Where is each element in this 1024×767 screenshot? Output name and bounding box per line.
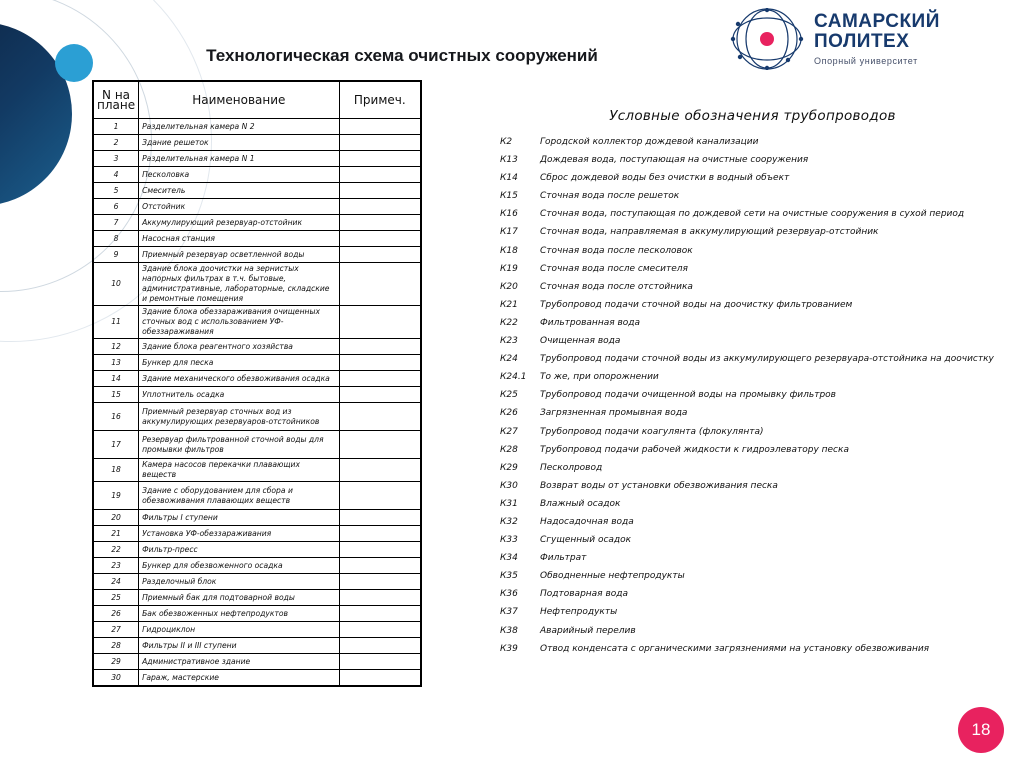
logo-line-1: САМАРСКИЙ <box>814 11 940 32</box>
table-cell-number: 28 <box>94 638 139 654</box>
table-cell-note <box>339 403 420 431</box>
table-header-number: N на плане <box>94 82 139 119</box>
table-row <box>94 431 421 459</box>
pipe-description: Нефтепродукты <box>540 607 618 618</box>
pipe-code: К24 <box>500 354 518 365</box>
table-cell-note <box>339 526 420 542</box>
table-cell-name: Насосная станция <box>139 231 339 247</box>
pipe-code: К29 <box>500 462 518 473</box>
table-cell-note <box>339 355 420 371</box>
pipe-code: К18 <box>500 245 518 256</box>
pipe-code: К39 <box>500 643 518 654</box>
pipe-legend-row <box>500 226 1005 239</box>
pipe-description: Фильтрат <box>540 553 587 564</box>
table-cell-name: Приемный резервуар осветленной воды <box>139 247 339 263</box>
table-cell-number: 10 <box>94 263 139 306</box>
pipe-code: К15 <box>500 191 518 202</box>
table-cell-number: 27 <box>94 622 139 638</box>
pipe-legend-row <box>500 534 1005 547</box>
pipe-legend-row <box>500 317 1005 330</box>
table-cell-number: 5 <box>94 183 139 199</box>
table-cell-number: 11 <box>94 306 139 339</box>
table-row <box>94 339 421 355</box>
pipe-code: К24.1 <box>500 372 527 383</box>
table-row <box>94 654 421 670</box>
table-cell-name: Здание блока доочистки на зернистых напорных фильтрах в т.ч. бытовые, административные, лабораторные, складские и ремонтные помещения <box>139 263 339 306</box>
table-row <box>94 199 421 215</box>
pipe-description: Загрязненная промывная вода <box>540 408 688 419</box>
pipe-description: Сточная вода, направляемая в аккумулирующий резервуар-отстойник <box>540 227 879 238</box>
table-row <box>94 355 421 371</box>
pipe-legend-row <box>500 263 1005 276</box>
pipe-legend-row <box>500 480 1005 493</box>
pipe-description: То же, при опорожнении <box>540 372 659 383</box>
table-cell-name: Гидроциклон <box>139 622 339 638</box>
pipes-legend-title: Условные обозначения трубопроводов <box>609 108 896 124</box>
pipe-code: К2 <box>500 137 513 147</box>
table-cell-note <box>339 387 420 403</box>
table-cell-note <box>339 183 420 199</box>
pipe-description: Отвод конденсата с органическими загрязнениями на установку обезвоживания <box>540 643 930 654</box>
pipe-legend-row <box>500 498 1005 511</box>
table-row <box>94 387 421 403</box>
pipe-legend-row <box>500 643 1005 656</box>
pipe-legend-row <box>500 389 1005 402</box>
table-row <box>94 638 421 654</box>
pipe-legend-row <box>500 407 1005 420</box>
pipe-code: К13 <box>500 155 518 166</box>
legend-table-container <box>92 80 422 687</box>
table-cell-name: Приемный бак для подтоварной воды <box>139 590 339 606</box>
pipe-description: Фильтрованная вода <box>540 317 641 328</box>
table-cell-name: Разделительная камера N 2 <box>139 119 339 135</box>
table-cell-name: Здание блока обеззараживания очищенных сточных вод с использованием УФ-обеззараживания <box>139 306 339 339</box>
pipe-code: К17 <box>500 227 518 238</box>
table-cell-number: 30 <box>94 670 139 686</box>
pipe-legend-row <box>500 462 1005 475</box>
table-row <box>94 247 421 263</box>
table-cell-note <box>339 135 420 151</box>
pipe-legend-row <box>500 516 1005 529</box>
pipe-legend-row <box>500 190 1005 203</box>
table-row <box>94 558 421 574</box>
table-row <box>94 151 421 167</box>
table-cell-note <box>339 510 420 526</box>
pipe-code: К31 <box>500 498 518 509</box>
pipe-legend-row <box>500 588 1005 601</box>
table-cell-number: 26 <box>94 606 139 622</box>
pipe-code: К37 <box>500 607 518 618</box>
table-header-row <box>94 82 421 119</box>
table-row <box>94 306 421 339</box>
pipe-code: К19 <box>500 263 518 274</box>
legend-table <box>93 81 421 686</box>
table-cell-note <box>339 622 420 638</box>
table-cell-number: 29 <box>94 654 139 670</box>
table-cell-number: 25 <box>94 590 139 606</box>
pipe-code: К16 <box>500 209 518 220</box>
table-cell-note <box>339 231 420 247</box>
pipe-legend-row <box>500 245 1005 258</box>
pipe-description: Сточная вода после смесителя <box>540 263 688 274</box>
table-row <box>94 622 421 638</box>
table-row <box>94 542 421 558</box>
table-cell-number: 13 <box>94 355 139 371</box>
table-cell-name: Установка УФ-обеззараживания <box>139 526 339 542</box>
table-cell-number: 17 <box>94 431 139 459</box>
pipe-code: К20 <box>500 281 518 292</box>
pipe-description: Возврат воды от установки обезвоживания песка <box>540 480 778 491</box>
pipe-legend-row <box>500 552 1005 565</box>
table-header-note: Примеч. <box>339 82 420 119</box>
table-cell-name: Смеситель <box>139 183 339 199</box>
table-cell-note <box>339 247 420 263</box>
pipe-legend-row <box>500 353 1005 366</box>
table-cell-note <box>339 119 420 135</box>
table-cell-name: Фильтр-пресс <box>139 542 339 558</box>
pipe-legend-row <box>500 371 1005 384</box>
table-cell-name: Камера насосов перекачки плавающих веществ <box>139 459 339 482</box>
table-cell-number: 23 <box>94 558 139 574</box>
page-number-badge: 18 <box>958 707 1004 753</box>
pipes-legend <box>500 108 1005 661</box>
table-row <box>94 135 421 151</box>
pipe-legend-row <box>500 606 1005 619</box>
table-row <box>94 167 421 183</box>
pipe-description: Сточная вода, поступающая по дождевой сети на очистные сооружения в сухой период <box>540 209 965 220</box>
table-cell-note <box>339 263 420 306</box>
table-cell-number: 7 <box>94 215 139 231</box>
table-row <box>94 510 421 526</box>
pipe-legend-row <box>500 281 1005 294</box>
table-cell-name: Здание механического обезвоживания осадка <box>139 371 339 387</box>
table-row <box>94 371 421 387</box>
table-row <box>94 231 421 247</box>
pipe-legend-row <box>500 625 1005 638</box>
pipe-code: К27 <box>500 426 518 437</box>
table-cell-note <box>339 306 420 339</box>
pipe-legend-row <box>500 208 1005 221</box>
pipe-code: К22 <box>500 317 518 328</box>
table-cell-note <box>339 638 420 654</box>
table-cell-name: Разделочный блок <box>139 574 339 590</box>
pipe-description: Городской коллектор дождевой канализации <box>540 137 759 147</box>
pipe-legend-row <box>500 172 1005 185</box>
table-cell-note <box>339 542 420 558</box>
table-cell-name: Здание решеток <box>139 135 339 151</box>
table-cell-name: Здание с оборудованием для сбора и обезвоживания плавающих веществ <box>139 482 339 510</box>
pipe-description: Дождевая вода, поступающая на очистные сооружения <box>540 155 809 166</box>
table-cell-note <box>339 339 420 355</box>
table-cell-note <box>339 199 420 215</box>
page-title: Технологическая схема очистных сооружений <box>206 46 598 65</box>
pipe-code: К14 <box>500 173 518 184</box>
pipe-code: К23 <box>500 336 518 347</box>
pipe-description: Подтоварная вода <box>540 589 629 600</box>
table-cell-name: Фильтры II и III ступени <box>139 638 339 654</box>
table-cell-number: 15 <box>94 387 139 403</box>
pipe-legend-row <box>500 136 1005 149</box>
pipe-description: Трубопровод подачи очищенной воды на промывку фильтров <box>540 390 836 401</box>
table-cell-name: Фильтры I ступени <box>139 510 339 526</box>
pipe-description: Сточная вода после песколовок <box>540 245 693 256</box>
pipe-code: К36 <box>500 589 518 600</box>
table-cell-number: 16 <box>94 403 139 431</box>
table-cell-number: 18 <box>94 459 139 482</box>
table-row <box>94 215 421 231</box>
table-cell-name: Гараж, мастерские <box>139 670 339 686</box>
table-cell-name: Административное здание <box>139 654 339 670</box>
pipe-code: К33 <box>500 535 518 546</box>
pipe-code: К26 <box>500 408 518 419</box>
pipe-description: Песколровод <box>540 462 603 473</box>
table-cell-note <box>339 215 420 231</box>
pipe-description: Аварийный перелив <box>540 625 636 636</box>
table-cell-note <box>339 606 420 622</box>
table-row <box>94 119 421 135</box>
pipe-code: К34 <box>500 553 518 564</box>
pipe-legend-row <box>500 444 1005 457</box>
table-cell-note <box>339 371 420 387</box>
table-cell-number: 12 <box>94 339 139 355</box>
table-row <box>94 574 421 590</box>
pipe-code: К32 <box>500 516 518 527</box>
pipe-description: Трубопровод подачи сточной воды из аккумулирующего резервуара-отстойника на доочистку <box>540 354 994 365</box>
table-cell-note <box>339 670 420 686</box>
table-cell-number: 20 <box>94 510 139 526</box>
table-cell-note <box>339 482 420 510</box>
table-cell-note <box>339 431 420 459</box>
pipe-description: Надосадочная вода <box>540 516 634 527</box>
pipe-code: К25 <box>500 390 518 401</box>
table-cell-name: Бак обезвоженных нефтепродуктов <box>139 606 339 622</box>
pipe-description: Влажный осадок <box>540 498 621 509</box>
pipe-legend-row <box>500 154 1005 167</box>
table-cell-name: Разделительная камера N 1 <box>139 151 339 167</box>
table-cell-note <box>339 574 420 590</box>
table-cell-number: 14 <box>94 371 139 387</box>
table-cell-note <box>339 167 420 183</box>
table-cell-name: Здание блока реагентного хозяйства <box>139 339 339 355</box>
pipe-code: К30 <box>500 480 518 491</box>
table-cell-name: Аккумулирующий резервуар-отстойник <box>139 215 339 231</box>
table-cell-note <box>339 654 420 670</box>
table-cell-number: 19 <box>94 482 139 510</box>
pipe-code: К38 <box>500 625 518 636</box>
table-cell-number: 3 <box>94 151 139 167</box>
pipe-description: Трубопровод подачи коагулянта (флокулянта) <box>540 426 764 437</box>
table-cell-name: Бункер для обезвоженного осадка <box>139 558 339 574</box>
pipe-description: Сгущенный осадок <box>540 535 632 546</box>
table-cell-number: 8 <box>94 231 139 247</box>
pipe-description: Сточная вода после отстойника <box>540 281 693 292</box>
pipe-legend-row <box>500 335 1005 348</box>
table-row <box>94 590 421 606</box>
pipe-code: К21 <box>500 299 518 310</box>
table-cell-note <box>339 151 420 167</box>
table-cell-note <box>339 590 420 606</box>
table-cell-note <box>339 459 420 482</box>
pipe-legend-row <box>500 426 1005 439</box>
table-cell-number: 9 <box>94 247 139 263</box>
pipe-description: Сточная вода после решеток <box>540 191 680 202</box>
table-cell-number: 21 <box>94 526 139 542</box>
table-cell-number: 2 <box>94 135 139 151</box>
table-cell-name: Уплотнитель осадка <box>139 387 339 403</box>
table-header-name: Наименование <box>139 82 339 119</box>
table-row <box>94 263 421 306</box>
table-cell-number: 1 <box>94 119 139 135</box>
table-cell-number: 22 <box>94 542 139 558</box>
table-cell-number: 4 <box>94 167 139 183</box>
pipe-description: Сброс дождевой воды без очистки в водный объект <box>540 173 790 184</box>
table-cell-name: Песколовка <box>139 167 339 183</box>
pipe-description: Обводненные нефтепродукты <box>540 571 685 582</box>
table-cell-name: Отстойник <box>139 199 339 215</box>
pipe-legend-row <box>500 299 1005 312</box>
pipe-code: К28 <box>500 444 518 455</box>
pipe-description: Трубопровод подачи рабочей жидкости к гидроэлеватору песка <box>540 444 849 455</box>
pipe-code: К35 <box>500 571 518 582</box>
pipe-description: Трубопровод подачи сточной воды на доочистку фильтрованием <box>540 299 853 310</box>
logo-line-2: ПОЛИТЕХ <box>814 31 910 52</box>
table-cell-name: Приемный резервуар сточных вод из аккумулирующих резервуаров-отстойников <box>139 403 339 431</box>
table-row <box>94 670 421 686</box>
table-cell-number: 6 <box>94 199 139 215</box>
table-row <box>94 482 421 510</box>
table-row <box>94 526 421 542</box>
table-row <box>94 459 421 482</box>
pipe-legend-row <box>500 570 1005 583</box>
logo-line-3: Опорный университет <box>814 56 918 66</box>
table-row <box>94 606 421 622</box>
table-cell-name: Бункер для песка <box>139 355 339 371</box>
table-cell-number: 24 <box>94 574 139 590</box>
table-row <box>94 403 421 431</box>
table-row <box>94 183 421 199</box>
table-cell-name: Резервуар фильтрованной сточной воды для промывки фильтров <box>139 431 339 459</box>
table-cell-note <box>339 558 420 574</box>
pipe-description: Очищенная вода <box>540 336 621 347</box>
